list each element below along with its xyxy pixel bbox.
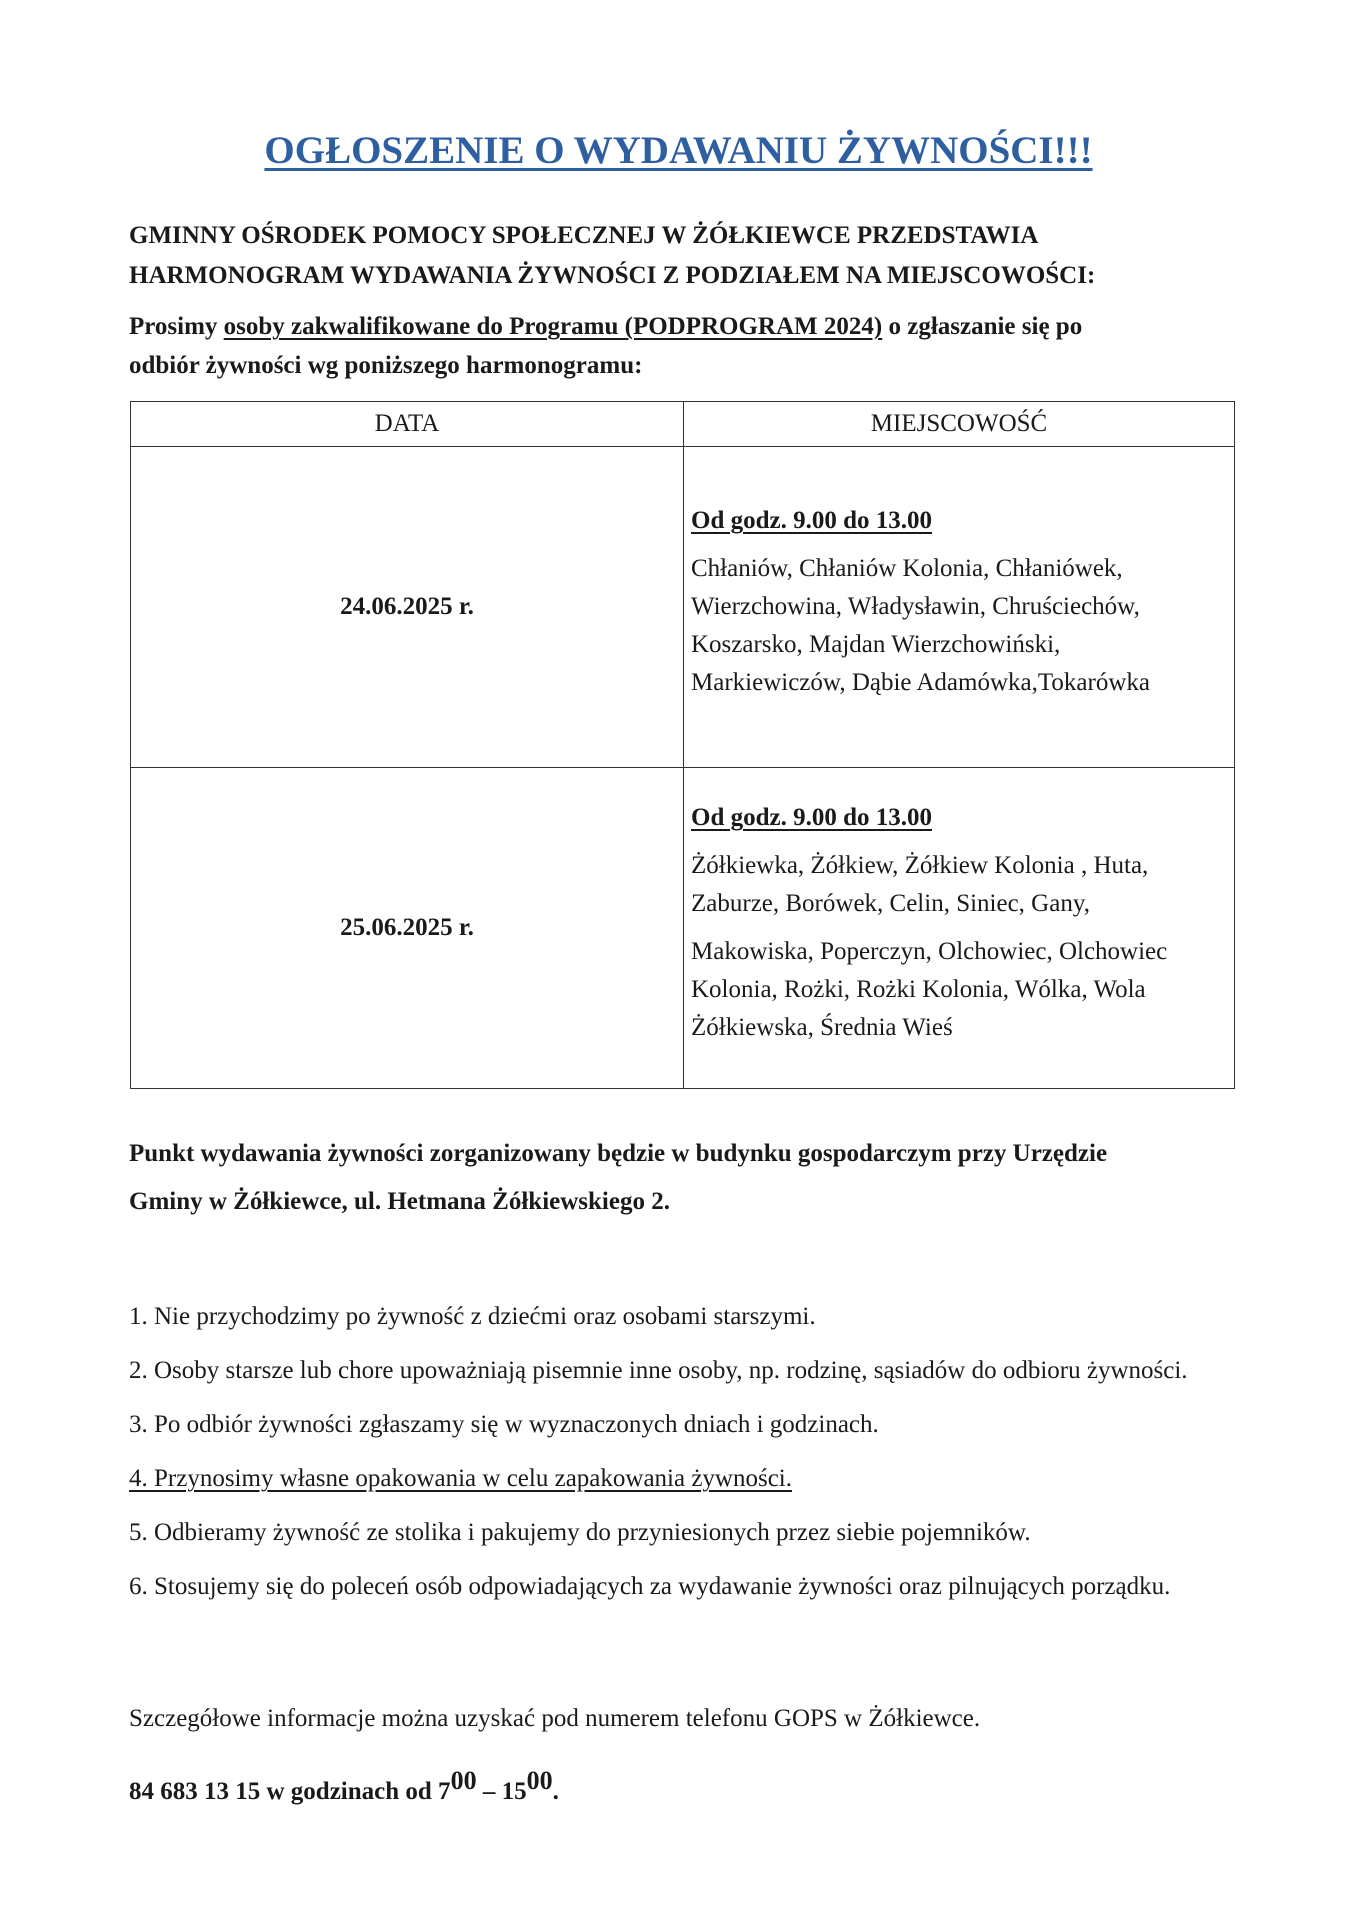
intro-line-2: odbiór żywności wg poniższego harmonogramu: [129, 352, 643, 379]
phone-prefix: 84 683 13 15 w godzinach od 7 [129, 1778, 451, 1805]
page-title: OGŁOSZENIE O WYDAWANIU ŻYWNOŚCI!!! [264, 129, 1093, 172]
heading-line-1: GMINNY OŚRODEK POMOCY SPOŁECZNEJ W ŻÓŁKIEWCE PRZEDSTAWIA [129, 222, 1039, 249]
places-line: Wierzchowina, Władysławin, Chruściechów, [691, 593, 1140, 620]
rule-item: 5. Odbieramy żywność ze stolika i pakujemy do przyniesionych przez siebie pojemników. [129, 1519, 1031, 1546]
point-line-2: Gminy w Żółkiewce, ul. Hetmana Żółkiewskiego 2. [129, 1188, 670, 1215]
phone-mid: – 15 [476, 1778, 527, 1805]
place-cell [684, 768, 1235, 1089]
distribution-point [129, 1130, 1239, 1226]
heading [129, 216, 1239, 296]
rule-item: 2. Osoby starsze lub chore upoważniają pisemnie inne osoby, np. rodzinę, sąsiadów do odbioru żywności. [129, 1357, 1188, 1384]
date-cell: 25.06.2025 r. [131, 768, 684, 1089]
places-line: Żółkiewska, Średnia Wieś [691, 1014, 953, 1041]
rule-item: 3. Po odbiór żywności zgłaszamy się w wyznaczonych dniach i godzinach. [129, 1411, 879, 1438]
intro-prefix: Prosimy [129, 313, 224, 340]
date-cell: 24.06.2025 r. [131, 447, 684, 768]
places-line: Kolonia, Rożki, Rożki Kolonia, Wólka, Wola [691, 976, 1146, 1003]
hours-label: Od godz. 9.00 do 13.00 [691, 507, 933, 534]
intro-suffix: o zgłaszanie się po [882, 313, 1083, 340]
hour-sup-end: 00 [526, 1766, 553, 1795]
place-cell [684, 447, 1235, 768]
hour-sup-start: 00 [450, 1766, 477, 1795]
intro-paragraph [129, 307, 1239, 385]
header-place: MIEJSCOWOŚĆ [684, 402, 1235, 447]
header-date: DATA [131, 402, 684, 447]
table-row [131, 447, 1235, 768]
places-list [691, 550, 1228, 702]
rule-item: 4. Przynosimy własne opakowania w celu zapakowania żywności. [129, 1465, 793, 1492]
rule-item: 1. Nie przychodzimy po żywność z dziećmi oraz osobami starszymi. [129, 1303, 816, 1330]
places-line: Zaburze, Borówek, Celin, Siniec, Gany, [691, 890, 1090, 917]
places-line: Koszarsko, Majdan Wierzchowiński, [691, 631, 1061, 658]
heading-line-2: HARMONOGRAM WYDAWANIA ŻYWNOŚCI Z PODZIAŁEM NA MIEJSCOWOŚCI: [129, 262, 1096, 289]
phone-hours [129, 1762, 1239, 1811]
info-text: Szczegółowe informacje można uzyskać pod numerem telefonu GOPS w Żółkiewce. [129, 1705, 981, 1732]
hours-label: Od godz. 9.00 do 13.00 [691, 804, 933, 831]
phone-end: . [552, 1778, 559, 1805]
rules-list [129, 1298, 1239, 1622]
places-line: Chłaniów, Chłaniów Kolonia, Chłaniówek, [691, 555, 1123, 582]
table-header-row [131, 402, 1235, 447]
point-line-1: Punkt wydawania żywności zorganizowany będzie w budynku gospodarczym przy Urzędzie [129, 1140, 1108, 1167]
intro-line-1 [129, 307, 1239, 346]
schedule-table [130, 401, 1235, 1089]
rule-item: 6. Stosujemy się do poleceń osób odpowiadających za wydawanie żywności oraz pilnujących porządku. [129, 1573, 1171, 1600]
places-list [691, 933, 1228, 1047]
places-list [691, 847, 1228, 923]
places-line: Żółkiewka, Żółkiew, Żółkiew Kolonia , Huta, [691, 852, 1149, 879]
intro-underlined: osoby zakwalifikowane do Programu (PODPROGRAM 2024) [223, 313, 883, 340]
places-line: Makowiska, Poperczyn, Olchowiec, Olchowiec [691, 938, 1168, 965]
table-row [131, 768, 1235, 1089]
places-line: Markiewiczów, Dąbie Adamówka,Tokarówka [691, 669, 1150, 696]
